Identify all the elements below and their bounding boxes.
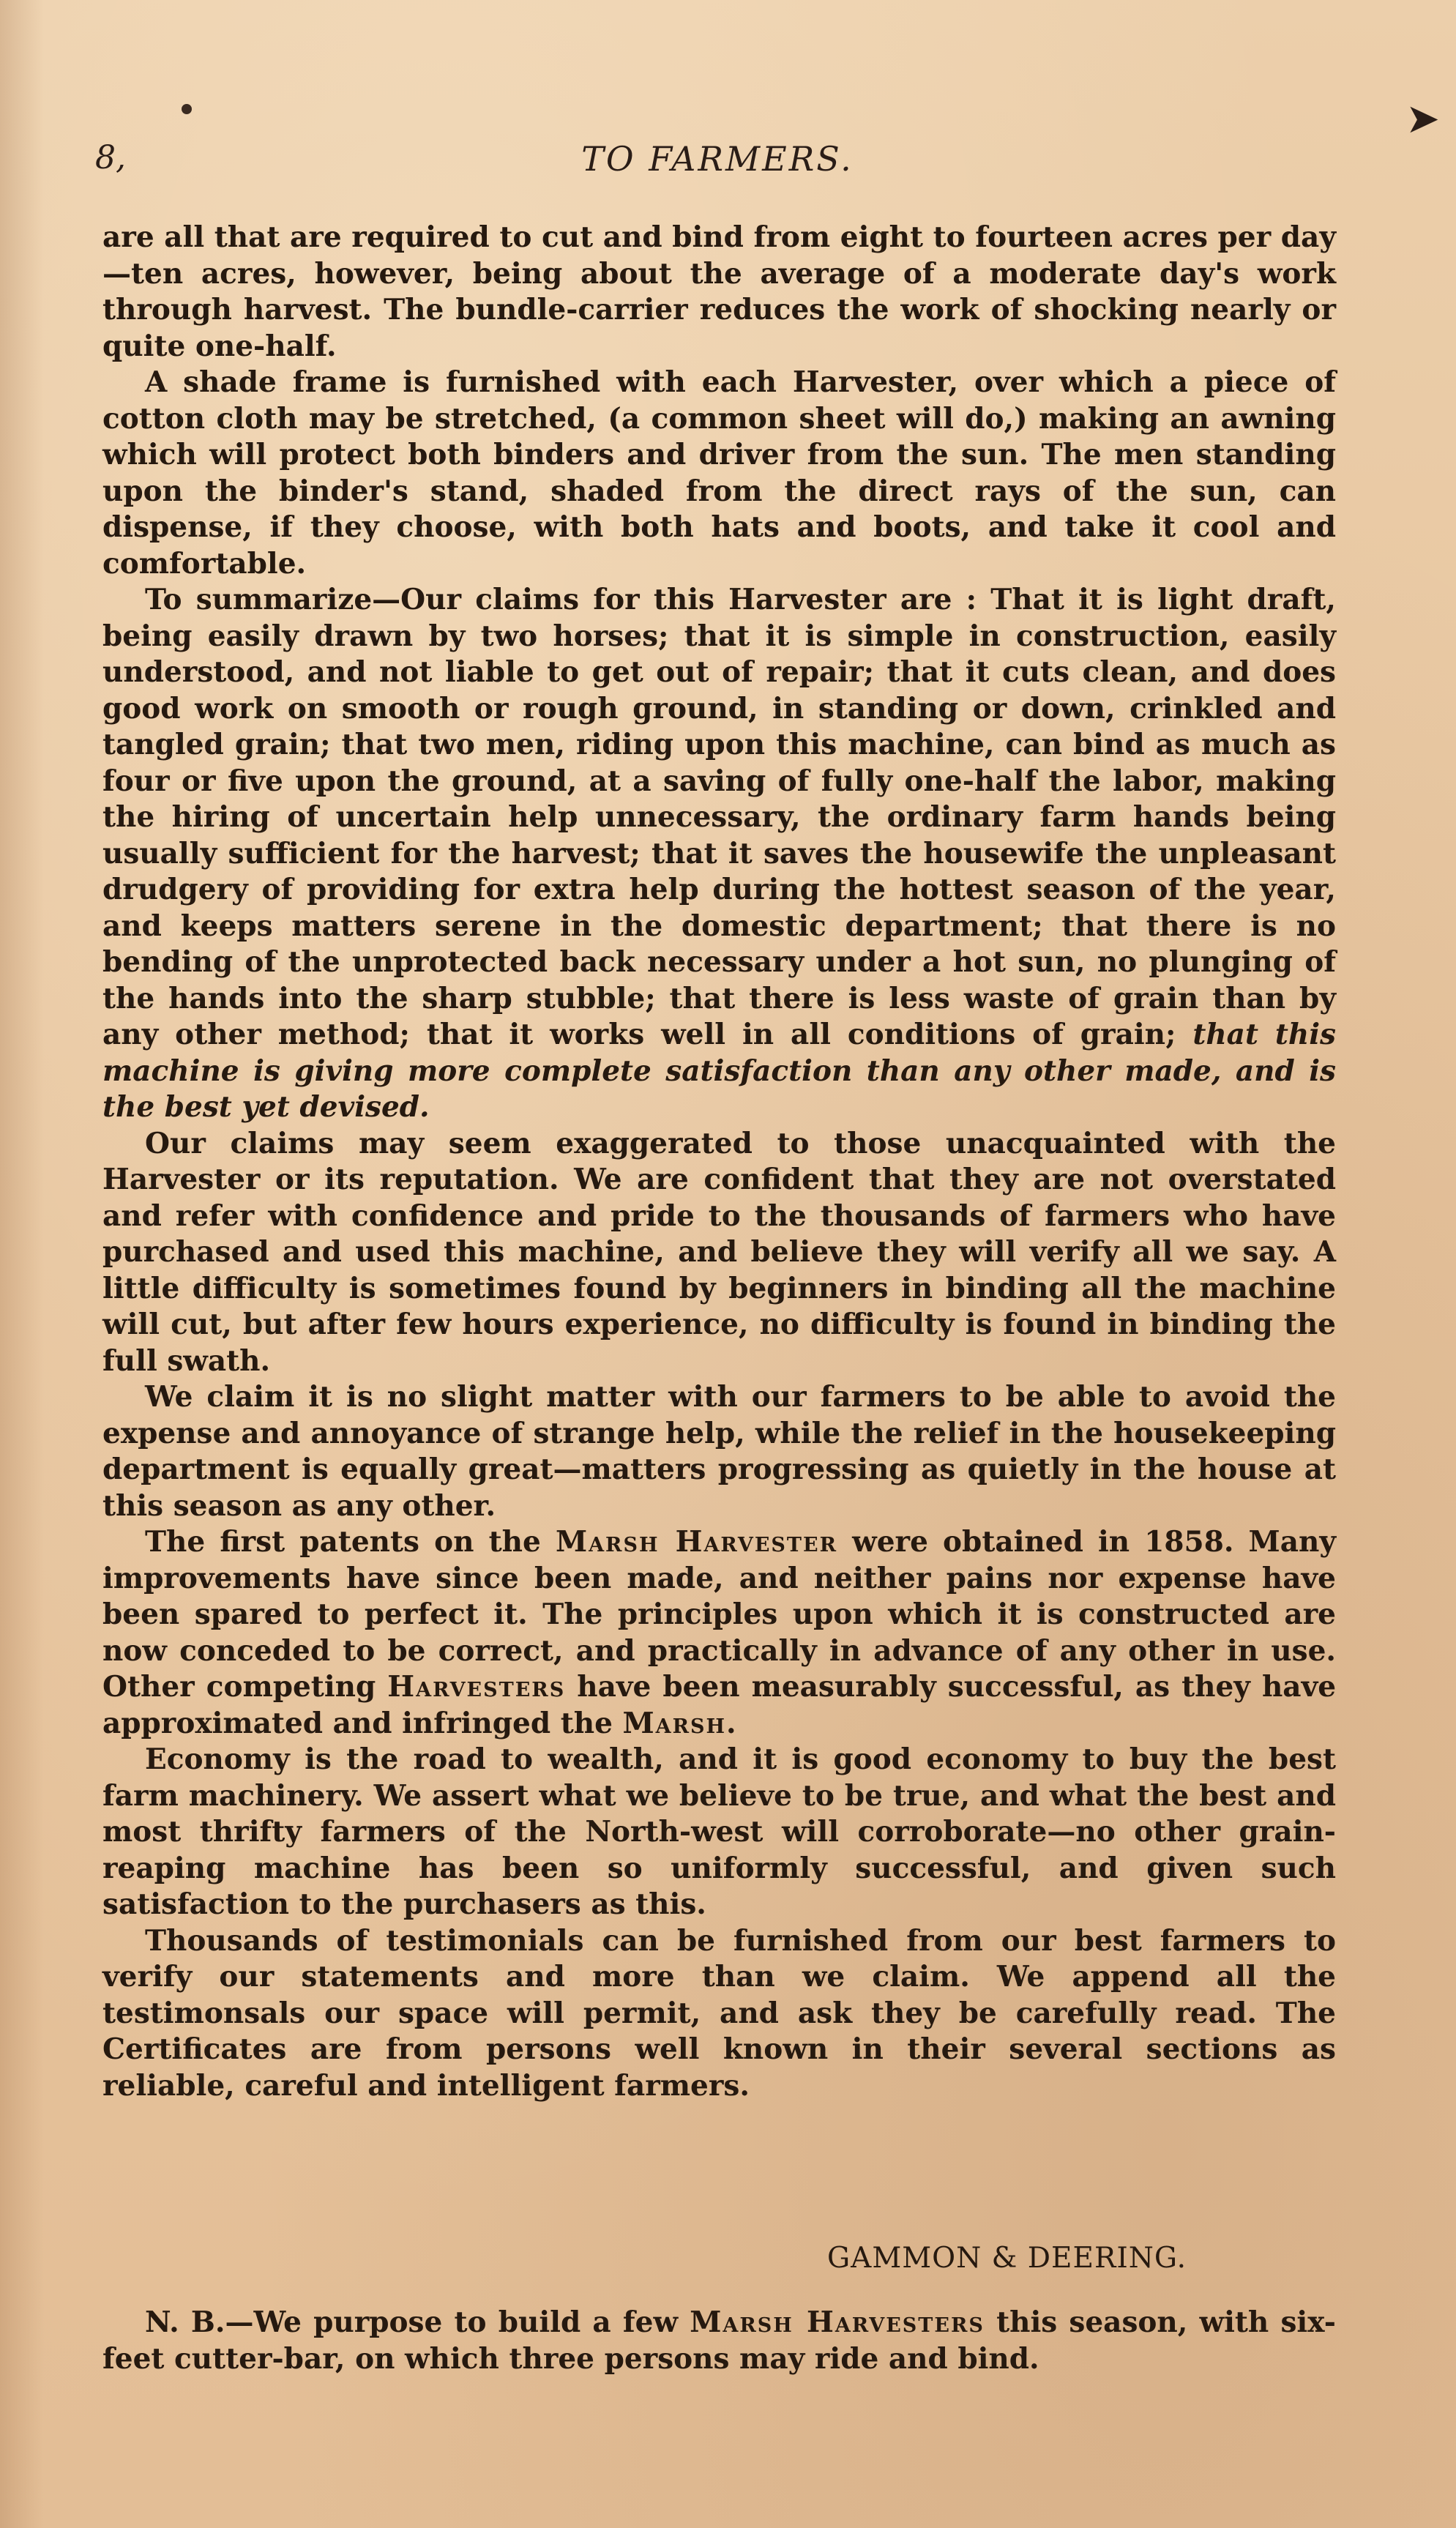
italic-claim: that this machine is giving more complete satisfaction than any other made, and is the best yet devised.	[102, 1018, 1336, 1124]
harvesters-name: Harvesters	[387, 1670, 566, 1704]
corner-arrow-icon: ➤	[1405, 95, 1440, 143]
nb-paragraph: N. B.—We purpose to build a few Marsh Harvesters this season, with six-feet cutter-bar, on which three persons may ride and bind.	[102, 2305, 1336, 2376]
marsh-name: Marsh.	[622, 1706, 738, 1740]
paragraph-4: Our claims may seem exaggerated to those unacquainted with the Harvester or its reputation. We are confident that they are not overstated and refer with confidence and pride to the thousands of farmers who have purchased and used this machine, and believe they will verify all we say. A little difficulty is sometimes found by beginners in binding all the machine will cut, but after few hours experience, no difficulty is found in binding the full swath.	[102, 1126, 1336, 1378]
paragraph-3: To summarize—Our claims for this Harvester are : That it is light draft, being easily drawn by two horses; that it is simple in construction, easily understood, and not liable to get out of repair; that it cuts clean, and does good work on smooth or rough ground, in standing or down, crinkled and tangled grain; that two men, riding upon this machine, can bind as much as four or five upon the ground, at a saving of fully one-half the labor, making the hiring of uncertain help unnecessary, the ordinary farm hands being usually sufficient for the harvest; that it saves the housewife the unpleasant drudgery of providing for extra help during the hottest season of the year, and keeps matters serene in the domestic department; that there is no bending of the unprotected back necessary under a hot sun, no plunging of the hands into the sharp stubble; that there is less waste of grain than by any other method; that it works well in all conditions of grain; that this machine is giving more complete satisfaction than any other made, and is the best yet devised.	[102, 583, 1336, 1124]
body-text	[102, 220, 1336, 2104]
paragraph-1: are all that are required to cut and bind from eight to fourteen acres per day—ten acres, however, being about the average of a moderate day's work through harvest. The bundle-carrier reduces the work of shocking nearly or quite one-half.	[102, 220, 1336, 363]
paragraph-6: The first patents on the Marsh Harvester were obtained in 1858. Many improvements have since been made, and neither pains nor expense have been spared to perfect it. The principles upon which it is constructed are now conceded to be correct, and practically in advance of any other in use. Other competing Harvesters have been measurably successful, as they have approximated and infringed the Marsh.	[102, 1525, 1337, 1740]
marsh-harvesters-name: Marsh Harvesters	[690, 2305, 985, 2339]
paragraph-8: Thousands of testimonials can be furnished from our best farmers to verify our statements and more than we claim. We append all the testimonsals our space will permit, and ask they be carefully read. The Certificates are from persons well known in their several sections as reliable, careful and intelligent farmers.	[102, 1923, 1336, 2103]
page-edge-shade	[0, 0, 44, 2528]
paragraph-2: A shade frame is furnished with each Harvester, over which a piece of cotton cloth may be stretched, (a common sheet will do,) making an awning which will protect both binders and driver from the sun. The men standing upon the binder's stand, shaded from the direct rays of the sun, can dispense, if they choose, with both hats and boots, and take it cool and comfortable.	[102, 365, 1336, 581]
page-number: 8,	[95, 139, 126, 176]
paragraph-5: We claim it is no slight matter with our farmers to be able to avoid the expense and annoyance of strange help, while the relief in the housekeeping department is equally great—matters progressing as quietly in the house at this season as any other.	[102, 1380, 1336, 1523]
ink-dot	[182, 104, 192, 114]
page-header	[95, 139, 1340, 190]
nota-bene	[102, 2305, 1336, 2377]
paragraph-7: Economy is the road to wealth, and it is good economy to buy the best farm machinery. We assert what we believe to be true, and what the best and most thrifty farmers of the North-west will corroborate—no other grain-reaping machine has been so uniformly successful, and given such satisfaction to the purchasers as this.	[102, 1742, 1336, 1921]
running-head: TO FARMERS.	[581, 139, 854, 179]
signature: GAMMON & DEERING.	[827, 2242, 1187, 2275]
marsh-harvester-name: Marsh Harvester	[555, 1525, 838, 1559]
